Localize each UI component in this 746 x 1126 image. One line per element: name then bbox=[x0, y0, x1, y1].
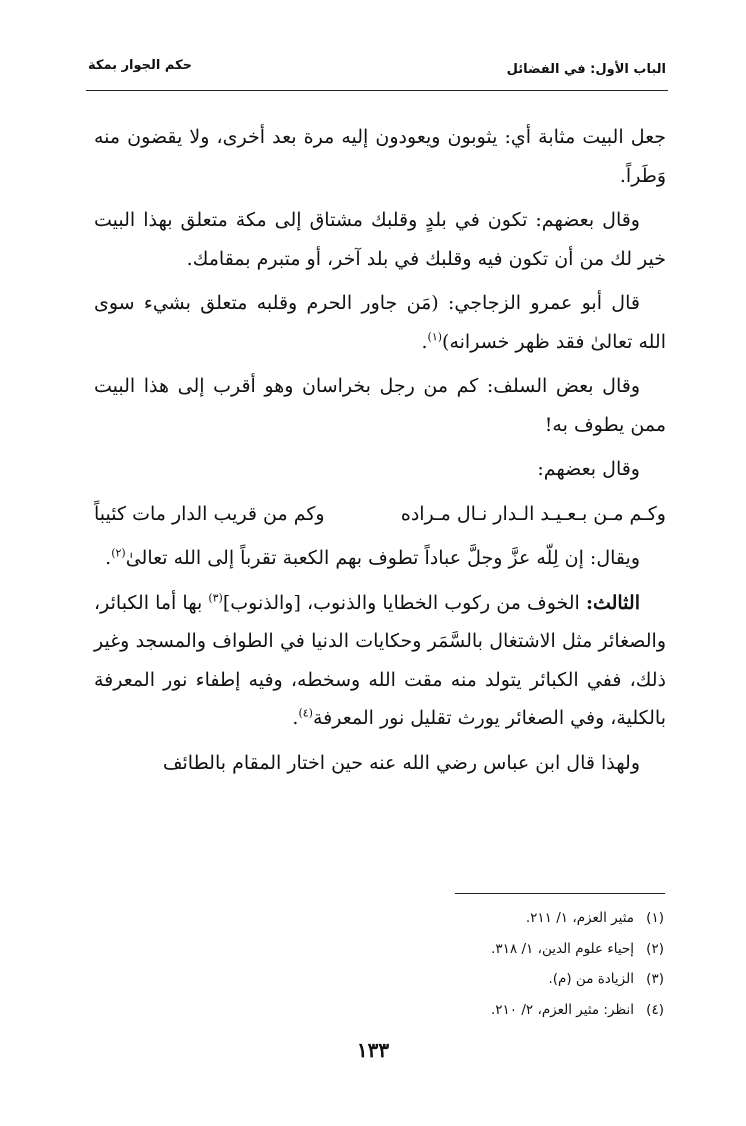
footnote-text: إحياء علوم الدين، ١/ ٣١٨. bbox=[491, 940, 634, 957]
footnote-ref[interactable]: (١) bbox=[427, 330, 443, 344]
footnote-number: (٢) bbox=[646, 940, 664, 957]
footnote-ref[interactable]: (٣) bbox=[208, 591, 223, 605]
running-header bbox=[86, 58, 668, 91]
footnote bbox=[94, 934, 664, 965]
paragraph bbox=[94, 539, 666, 578]
main-text bbox=[94, 118, 666, 788]
paragraph: وقال بعضهم: تكون في بلدٍ وقلبك مشتاق إلى مكة متعلق بهذا البيت خير لك من أن تكون فيه وقلبك في بلد آخر، أو متبرم بمقامك. bbox=[94, 209, 666, 270]
paragraph-text: بها أما الكبائر، والصغائر مثل الاشتغال بالسَّمَر وحكايات الدنيا في الطواف والمسجد وغير ذلك، ففي الكبائر يتولد منه مقت الله وسخطه، وفيه إطفاء نور المعرفة بالكلية، وفي الصغائر يورث تقليل نور المعرفة bbox=[94, 591, 666, 729]
book-title: حكم الجوار بمكة bbox=[88, 58, 193, 73]
poem-hemistich-second: وكم من قريب الدار مات كئيباً bbox=[94, 502, 325, 525]
footnotes bbox=[94, 903, 664, 1025]
paragraph: جعل البيت مثابة أي: يثوبون ويعودون إليه مرة بعد أخرى، ولا يقضون منه وَطَراً. bbox=[94, 126, 666, 187]
footnote bbox=[94, 964, 664, 995]
paragraph-text: الخوف من ركوب الخطايا والذنوب، [والذنوب] bbox=[222, 591, 586, 614]
poem-hemistich-first: وكـم مـن بـعـيـد الـدار نـال مـراده bbox=[400, 502, 666, 525]
footnote-ref[interactable]: (٢) bbox=[111, 546, 126, 560]
footnote bbox=[94, 903, 664, 934]
paragraph-end: . bbox=[421, 330, 428, 353]
footnote-separator bbox=[455, 893, 665, 894]
page-number: ١٣٣ bbox=[356, 1038, 390, 1062]
footnote-ref[interactable]: (٤) bbox=[298, 706, 313, 720]
footnote-number: (٣) bbox=[646, 971, 664, 987]
footnote-text: الزيادة من (م). bbox=[548, 971, 634, 987]
footnote bbox=[94, 995, 664, 1026]
paragraph: وقال بعضهم: bbox=[537, 458, 640, 480]
paragraph-text: ويقال: إن لِلّه عزَّ وجلَّ عباداً تطوف بهم الكعبة تقرباً إلى الله تعالىٰ bbox=[125, 547, 640, 569]
paragraph-text: قال أبو عمرو الزجاجي: (مَن جاور الحرم وقلبه متعلق بشيء سوى الله تعالىٰ فقد ظهر خسرانه) bbox=[94, 292, 666, 353]
chapter-title: الباب الأول: في الفضائل bbox=[506, 62, 666, 77]
paragraph bbox=[94, 584, 666, 738]
poem-verse bbox=[94, 495, 666, 534]
section-lead: الثالث: bbox=[585, 591, 640, 614]
paragraph bbox=[94, 284, 666, 361]
footnote-number: (١) bbox=[646, 910, 664, 926]
paragraph-end: . bbox=[105, 547, 112, 569]
paragraph: ولهذا قال ابن عباس رضي الله عنه حين اختار المقام بالطائف bbox=[162, 751, 640, 774]
paragraph-end: . bbox=[292, 707, 299, 729]
footnote-text: انظر: مثير العزم، ٢/ ٢١٠. bbox=[491, 1001, 634, 1018]
footnote-number: (٤) bbox=[646, 1001, 664, 1018]
paragraph: وقال بعض السلف: كم من رجل بخراسان وهو أقرب إلى هذا البيت ممن يطوف به! bbox=[94, 375, 666, 436]
footnote-text: مثير العزم، ١/ ٢١١. bbox=[525, 910, 634, 926]
